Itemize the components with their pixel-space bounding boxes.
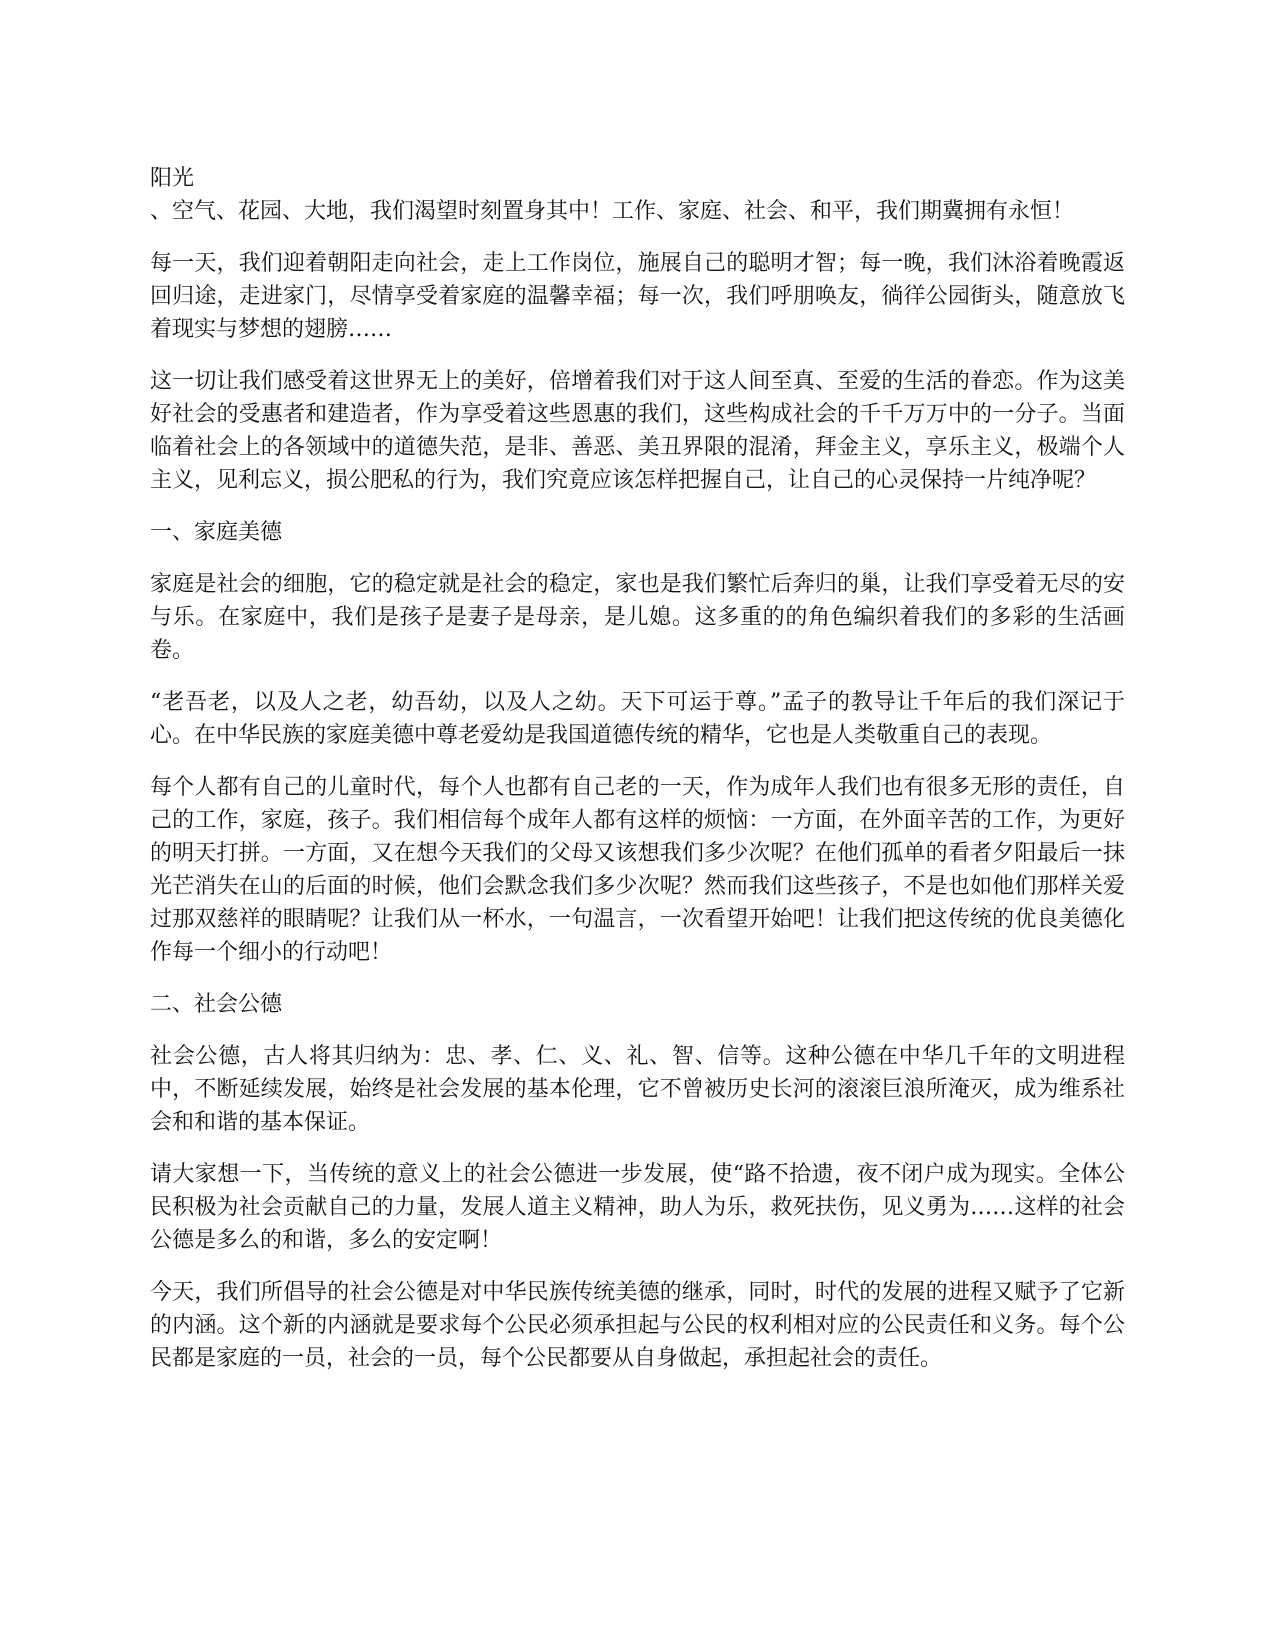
paragraph-modern-ethics: 今天，我们所倡导的社会公德是对中华民族传统美德的继承，同时，时代的发展的进程又赋予了它新的内涵。这个新的内涵就是要求每个公民必须承担起与公民的权利相对应的公民责任和义务。每个公民都是家庭的一员，社会的一员，每个公民都要从自身做起，承担起社会的责任。 (150, 1280, 1125, 1371)
section-heading-family-virtue: 一、家庭美德 (150, 520, 283, 545)
paragraph-adult-responsibility: 每个人都有自己的儿童时代，每个人也都有自己老的一天，作为成年人我们也有很多无形的责任，自己的工作，家庭，孩子。我们相信每个成年人都有这样的烦恼：一方面，在外面辛苦的工作，为更好的明天打拼。一方面，又在想今天我们的父母又该想我们多少次呢？在他们孤单的看者夕阳最后一抹光芒消失在山的后面的时候，他们会默念我们多少次呢？然而我们这些孩子，不是也如他们那样关爱过那双慈祥的眼睛呢？让我们从一杯水，一句温言，一次看望开始吧！让我们把这传统的优良美德化作每一个细小的行动吧！ (150, 775, 1125, 965)
paragraph-family-cell: 家庭是社会的细胞，它的稳定就是社会的稳定，家也是我们繁忙后奔归的巢，让我们享受着无尽的安与乐。在家庭中，我们是孩子是妻子是母亲，是儿媳。这多重的的角色编织着我们的多彩的生活画卷。 (150, 572, 1125, 663)
title-line: 阳光 (150, 166, 195, 191)
paragraph-social-ethics-definition: 社会公德，古人将其归纳为：忠、孝、仁、义、礼、智、信等。这种公德在中华几千年的文明进程中，不断延续发展，始终是社会发展的基本伦理，它不曾被历史长河的滚滚巨浪所淹灭，成为维系社会和和谐的基本保证。 (150, 1044, 1125, 1135)
paragraph-mencius-quote: “老吾老，以及人之老，幼吾幼，以及人之幼。天下可运于尊。”孟子的教导让千年后的我们深记于心。在中华民族的家庭美德中尊老爱幼是我国道德传统的精华，它也是人类敬重自己的表现。 (150, 690, 1125, 748)
section-heading-social-ethics: 二、社会公德 (150, 992, 283, 1017)
paragraph-harmonious-society: 请大家想一下，当传统的意义上的社会公德进一步发展，使“路不拾遗，夜不闭户成为现实。全体公民积极为社会贡献自己的力量，发展人道主义精神，助人为乐，救死扶伤，见义勇为……这样的社会公德是多么的和谐，多么的安定啊！ (150, 1162, 1125, 1253)
paragraph-moral-question: 这一切让我们感受着这世界无上的美好，倍增着我们对于这人间至真、至爱的生活的眷恋。作为这美好社会的受惠者和建造者，作为享受着这些恩惠的我们，这些构成社会的千千万万中的一分子。当面临着社会上的各领域中的道德失范，是非、善恶、美丑界限的混淆，拜金主义，享乐主义，极端个人主义，见利忘义，损公肥私的行为，我们究竟应该怎样把握自己，让自己的心灵保持一片纯净呢？ (150, 369, 1125, 493)
intro-paragraph: 、空气、花园、大地，我们渴望时刻置身其中！工作、家庭、社会、和平，我们期冀拥有永恒！ (150, 199, 1075, 224)
paragraph-daily-life: 每一天，我们迎着朝阳走向社会，走上工作岗位，施展自己的聪明才智；每一晚，我们沐浴着晚霞返回归途，走进家门，尽情享受着家庭的温馨幸福；每一次，我们呼朋唤友，徜徉公园街头，随意放飞着现实与梦想的翅膀…… (150, 251, 1125, 342)
